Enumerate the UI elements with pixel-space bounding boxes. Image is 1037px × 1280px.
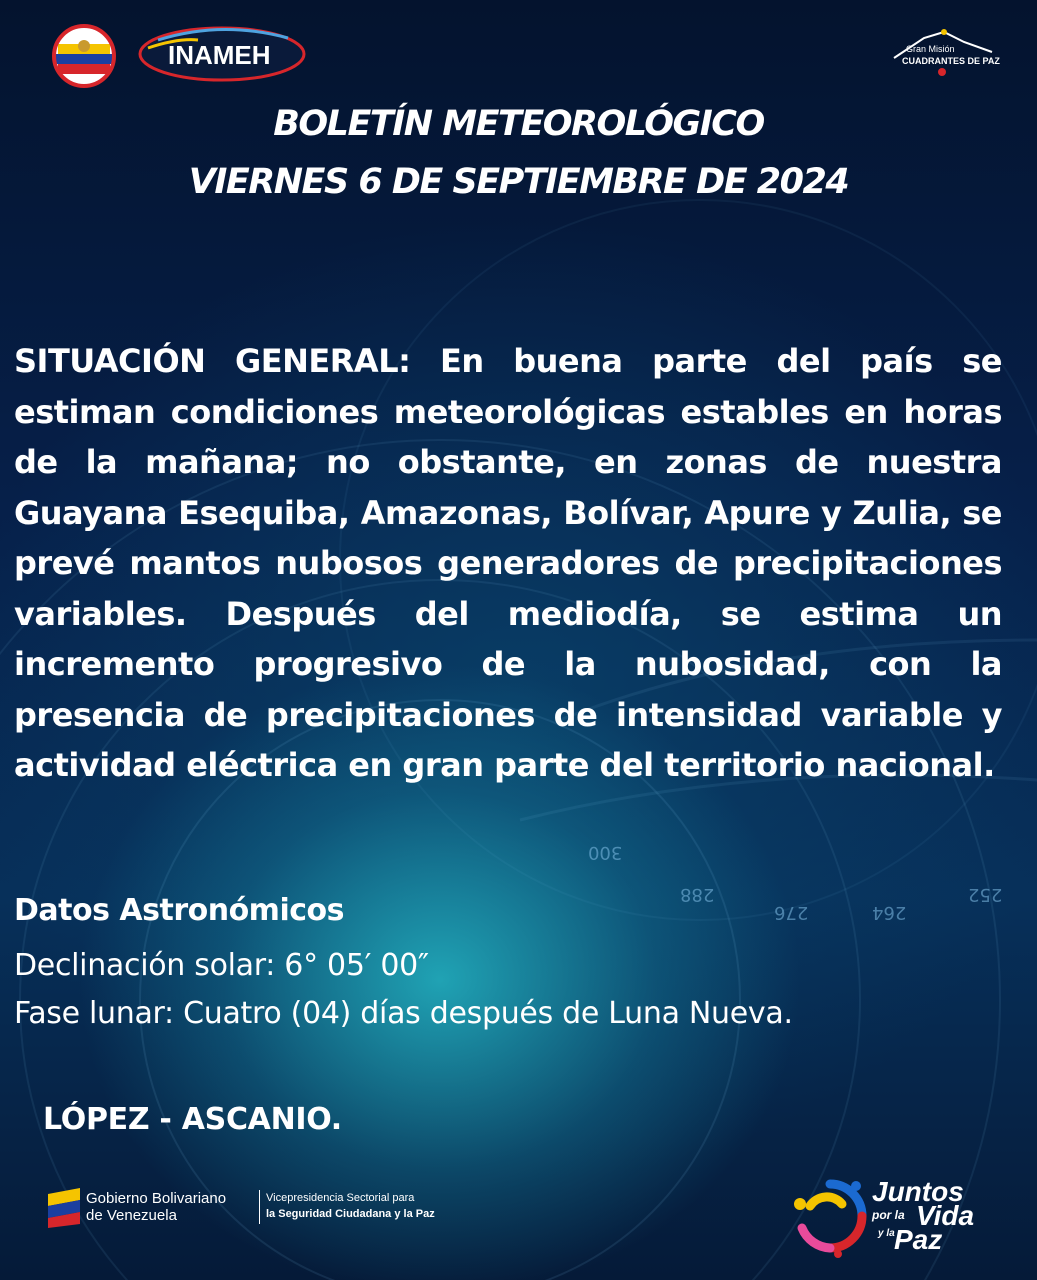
juntos-y-la-text: y la — [878, 1228, 895, 1239]
juntos-vida-text: Vida — [916, 1200, 975, 1231]
juntos-por-la-vida-logo-mark — [790, 1176, 870, 1258]
inameh-logo-text: INAMEH — [168, 40, 271, 70]
compass-number: 276 — [774, 902, 809, 923]
juntos-por-la-text: por la — [872, 1208, 905, 1222]
compass-number: 252 — [968, 884, 1003, 905]
signature: LÓPEZ - ASCANIO. — [43, 1102, 342, 1137]
gov-name-line1: Gobierno Bolivariano — [86, 1190, 227, 1207]
bulletin-title: BOLETÍN METEOROLÓGICO — [273, 104, 764, 144]
compass-number: 300 — [588, 842, 623, 863]
venezuela-shield-logo — [48, 24, 120, 88]
venezuela-flag-icon — [46, 1188, 82, 1228]
bulletin-date: VIERNES 6 DE SEPTIEMBRE DE 2024 — [188, 162, 849, 202]
juntos-text: Juntos — [872, 1176, 964, 1207]
moon-phase: Fase lunar: Cuatro (04) días después de Luna Nueva. — [14, 996, 793, 1031]
astro-heading: Datos Astronómicos — [14, 893, 344, 928]
general-situation-text: SITUACIÓN GENERAL: En buena parte del país se estiman condiciones meteorológicas estables en horas de la mañana; no obstante, en zonas de nuestra Guayana Esequiba, Amazonas, Bolívar, Apure y Zulia, se prevé mantos nubosos generadores de precipitaciones variables. Después del mediodía, se estima un incremento progresivo de la nubosidad, con la presencia de precipitaciones de intensidad variable y actividad eléctrica en gran parte del territorio nacional. — [14, 342, 1002, 784]
footer-divider — [259, 1190, 260, 1224]
cuadrantes-logo-small-text: Gran Misión — [906, 44, 955, 54]
gov-name-line2: de Venezuela — [86, 1207, 177, 1224]
juntos-paz-text: Paz — [894, 1224, 943, 1255]
solar-declination: Declinación solar: 6° 05′ 00″ — [14, 948, 429, 983]
vicepresidency-line2: la Seguridad Ciudadana y la Paz — [266, 1208, 435, 1220]
cuadrantes-logo-big-text: CUADRANTES DE PAZ — [902, 56, 1000, 66]
vicepresidency-line1: Vicepresidencia Sectorial para — [266, 1192, 415, 1204]
compass-number: 264 — [872, 902, 907, 923]
compass-number: 288 — [680, 884, 715, 905]
